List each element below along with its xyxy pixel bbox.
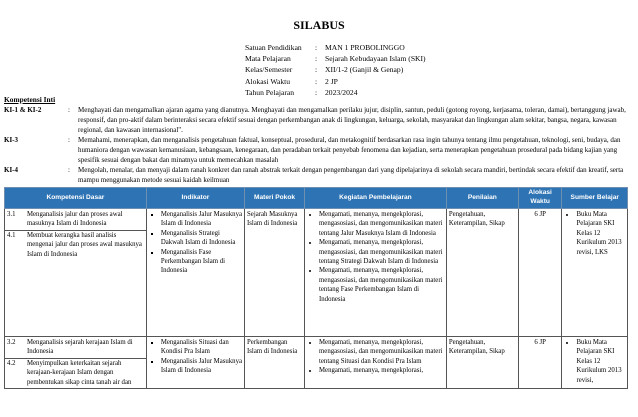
column-header: Penilaian	[446, 188, 518, 209]
ki-text: Menghayati dan mengamalkan ajaran agama yang dianutnya. Menghayati dan mengamalkan perilaku jujur, disiplin, santun, peduli (gotong royong, kerjasama, toleran, damai), bertanggung jawab, responsif, dan pro-aktif dalam berinteraksi secara efektif sesuai dengan perkembangan anak di lingkungan, keluarga, sekolah, masyarakat dan lingkungan alam sekitar, bangsa, negara, kawasan regional, dan kawasan internasional".	[78, 106, 626, 134]
penilaian-cell: Pengetahuan, Keterampilan, Sikap	[446, 209, 518, 337]
materi-cell: Sejarah Masuknya Islam di Indonesia	[245, 209, 305, 337]
meta-value: XII/1-2 (Ganjil & Genap)	[325, 65, 404, 75]
column-header: Alokasi Waktu	[518, 188, 562, 209]
table-row	[5, 209, 628, 337]
meta-row: Mata Pelajaran : Sejarah Kebudayaan Islam (SKI)	[245, 54, 426, 64]
list-item: ▪ Menganalisis Strategi Dakwah Islam di Indonesia	[161, 229, 242, 248]
column-header: Kompetensi Dasar	[5, 188, 147, 209]
column-header: Sumber Belajar	[562, 188, 628, 209]
list-item: • Mengamati, menanya, mengekplorasi, mengasosiasi, dan mengomunikasikan materi tentang Fase Perkembangan Islam di Indonesia	[319, 266, 444, 304]
ki-heading: Kompetensi Inti	[4, 95, 56, 104]
list-item: • Buku Mata Pelajaran SKI Kelas 12 Kurikulum 2013 revisi,	[576, 338, 625, 385]
kd-item	[7, 338, 144, 357]
list-item: ▪ Menganalisis Jalur Masuknya Islam di Indonesia	[161, 357, 242, 376]
sumber-cell	[562, 209, 628, 337]
ki-label: KI-1 & KI-2	[4, 106, 42, 114]
indikator-cell	[146, 209, 244, 337]
list-item: • Mengamati, menanya, mengekplorasi, mengasosiasi, dan mengomunikasikan materi tentang Situasi dan Kondisi Pra Islam	[319, 338, 444, 366]
meta-row: Kelas/Semester : XII/1-2 (Ganjil & Genap)	[245, 65, 404, 75]
ki-text: Mengolah, menalar, dan menyaji dalam ranah konkret dan ranah abstrak terkait dengan pengembangan dari yang dipelajarinya di sekolah secara mandiri, bertindak secara efektif dan kreatif, serta mampu menggunakan metode sesuai kaidah keilmuan	[78, 166, 624, 184]
meta-label: Kelas/Semester	[245, 65, 293, 75]
meta-value: Sejarah Kebudayaan Islam (SKI)	[325, 54, 426, 64]
meta-value: 2 JP	[325, 76, 338, 86]
list-item: • Buku Mata Pelajaran SKI Kelas 12 Kurikulum 2013 revisi, LKS	[576, 210, 625, 257]
kd-number: 4.1	[7, 231, 16, 239]
list-item: ▪ Menganalisis Fase Perkembangan Islam di Indonesia	[161, 248, 242, 276]
kd-text: Menyimpulkan keterkaitan sejarah kerajaan-kerajaan Islam dengan pembentukan sikap cinta tanah air dan	[27, 359, 132, 386]
sumber-cell	[562, 337, 628, 389]
meta-row: Tahun Pelajaran : 2023/2024	[245, 87, 358, 97]
meta-row: Satuan Pendidikan : MAN 1 PROBOLINGGO	[245, 43, 405, 52]
meta-block	[245, 42, 426, 98]
kegiatan-cell	[305, 337, 447, 389]
meta-label: Mata Pelajaran	[245, 54, 291, 64]
kd-number: 3.1	[7, 211, 16, 218]
document-title: SILABUS	[293, 18, 345, 32]
ki-label: KI-4	[4, 166, 18, 174]
list-item: • Mengamati, menanya, mengekplorasi,	[319, 366, 444, 375]
materi-cell: Perkembangan Islam di Indonesia	[245, 337, 305, 389]
list-item: ▪ Menganalisis Situasi dan Kondisi Pra Islam	[161, 338, 242, 357]
ki-row: KI-3 : Memahami, menerapkan, dan menganalisis pengetahuan faktual, konseptual, prosedural, dan metakognitif berdasarkan rasa ingin tahunya tentang ilmu pengetahuan, teknologi, seni, budaya, dan humaniora dengan wawasan kemanusiaan, kebangsaan, kenegaraan, dan peradaban terkait penyebab fenomena dan kejadian, serta menerapkan pengetahuan prosedural pada bidang kajian yang spesifik sesuai dengan bakat dan minatnya untuk memecahkan masalah	[4, 135, 628, 165]
table-header-row	[5, 188, 628, 209]
meta-value: 2023/2024	[325, 87, 358, 97]
ki-row: KI-1 & KI-2 : Menghayati dan mengamalkan ajaran agama yang dianutnya. Menghayati dan mengamalkan perilaku jujur, disiplin, santun, peduli (gotong royong, kerjasama, toleran, damai), bertanggung jawab, responsif, dan pro-aktif dalam berinteraksi secara efektif sesuai dengan perkembangan anak di lingkungan, keluarga, sekolah, masyarakat dan lingkungan alam sekitar, bangsa, negara, kawasan regional, dan kawasan internasional".	[4, 105, 628, 135]
kd-number: 4.2	[7, 359, 16, 367]
ki-row: KI-4 : Mengolah, menalar, dan menyaji dalam ranah konkret dan ranah abstrak terkait dengan pengembangan dari yang dipelajarinya di sekolah secara mandiri, bertindak secara efektif dan kreatif, serta mampu menggunakan metode sesuai kaidah keilmuan	[4, 165, 628, 185]
kd-cell	[5, 337, 147, 389]
list-item: • Mengamati, menanya, mengekplorasi, mengasosiasi, dan mengomunikasikan materi tentang Strategi Dakwah Islam di Indonesia	[319, 238, 444, 266]
meta-label: Tahun Pelajaran	[245, 87, 295, 97]
table-row	[5, 337, 628, 389]
meta-row: Alokasi Waktu : 2 JP	[245, 76, 338, 86]
alokasi-cell: 6 JP	[518, 209, 562, 337]
kd-cell	[5, 209, 147, 337]
column-header: Indikator	[146, 188, 244, 209]
kd-number: 3.2	[7, 339, 16, 346]
list-item: • Mengamati, menanya, mengekplorasi, mengasosiasi, dan mengomunikasikan materi tentang Jalur Masuknya Islam di Indonesia	[319, 210, 444, 238]
alokasi-cell: 6 JP	[518, 337, 562, 389]
kegiatan-cell	[305, 209, 447, 337]
meta-label: Alokasi Waktu	[245, 76, 291, 86]
kd-item	[5, 358, 146, 387]
ki-label: KI-3	[4, 136, 18, 144]
kd-item	[7, 210, 144, 229]
indikator-cell	[146, 337, 244, 389]
kd-text: Menganalisis sejarah kerajaan Islam di Indonesia	[27, 339, 133, 356]
syllabus-table	[4, 187, 628, 389]
meta-label: Satuan Pendidikan	[245, 43, 302, 52]
column-header: Materi Pokok	[245, 188, 305, 209]
ki-text: Memahami, menerapkan, dan menganalisis pengetahuan faktual, konseptual, prosedural, dan metakognitif berdasarkan rasa ingin tahunya tentang ilmu pengetahuan, teknologi, seni, budaya, dan humaniora dengan wawasan kemanusiaan, kebangsaan, kenegaraan, dan peradaban terkait penyebab fenomena dan kejadian, serta menerapkan pengetahuan prosedural pada bidang kajian yang spesifik sesuai dengan bakat dan minatnya untuk memecahkan masalah	[78, 136, 621, 164]
meta-value: MAN 1 PROBOLINGGO	[325, 43, 405, 52]
kd-text: Menganalisis jalur dan proses awal masuknya Islam di Indonesia	[27, 211, 123, 228]
kd-text: Membuat kerangka hasil analisis mengenai jalur dan proses awal masuknya Islam di Indonesia	[27, 231, 142, 258]
penilaian-cell: Pengetahuan, Keterampilan, Sikap	[446, 337, 518, 389]
column-header: Kegiatan Pembelajaran	[305, 188, 447, 209]
kd-item	[5, 230, 146, 259]
list-item: ▪ Menganalisis Jalur Masuknya Islam di Indonesia	[161, 210, 242, 229]
